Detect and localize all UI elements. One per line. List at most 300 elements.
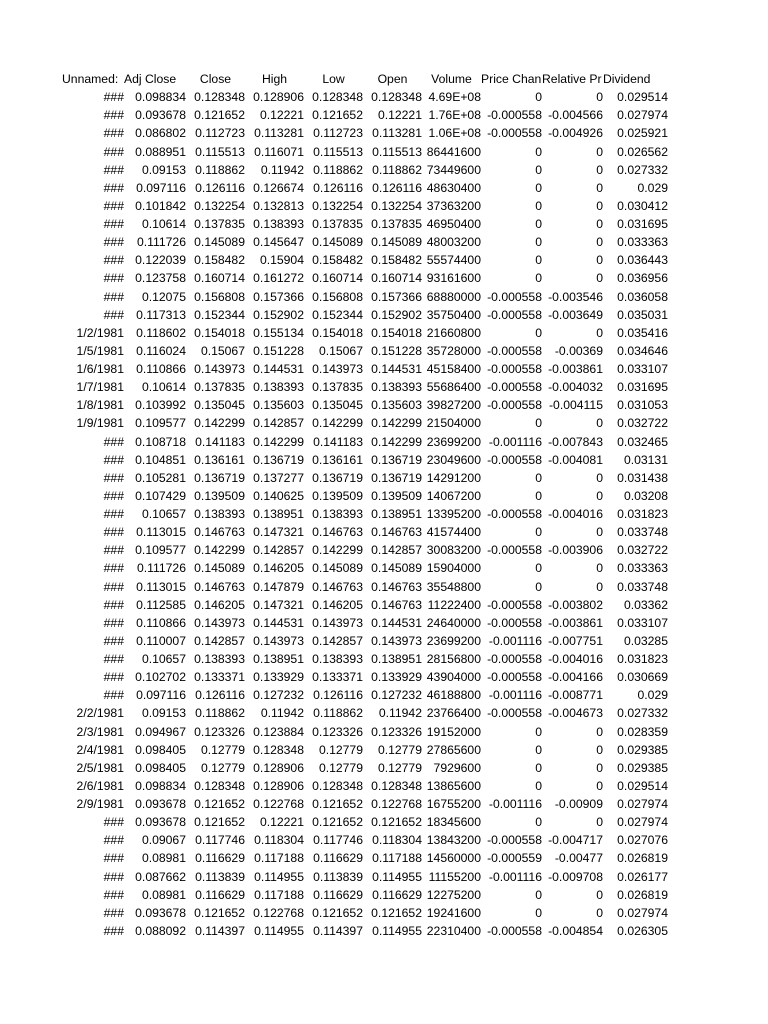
table-cell[interactable]: 0.12221 <box>259 108 304 123</box>
table-cell[interactable]: 0.127232 <box>371 688 422 703</box>
table-cell[interactable]: -0.000558 <box>487 289 542 304</box>
table-cell[interactable]: 0.11942 <box>260 162 304 177</box>
table-cell[interactable]: 0.142857 <box>194 633 245 648</box>
table-cell[interactable]: 0 <box>535 162 542 177</box>
table-cell[interactable]: 0.128348 <box>312 778 363 793</box>
table-cell[interactable]: -0.007843 <box>548 434 603 449</box>
table-cell[interactable]: 0.126116 <box>372 180 422 195</box>
table-cell[interactable]: 0.156808 <box>194 289 245 304</box>
table-cell[interactable]: 0.128348 <box>312 90 363 105</box>
table-cell[interactable]: 0.12779 <box>318 760 363 775</box>
date-cell[interactable]: ### <box>103 488 124 503</box>
table-cell[interactable]: 0.122768 <box>253 797 304 811</box>
table-cell[interactable]: 0.128348 <box>371 778 422 793</box>
table-cell[interactable]: 0.118304 <box>372 833 422 848</box>
table-cell[interactable]: 0.146763 <box>371 597 422 612</box>
table-cell[interactable]: 0.086802 <box>135 126 186 141</box>
table-cell[interactable]: 0.031053 <box>617 398 668 413</box>
table-cell[interactable]: 0.036058 <box>617 289 668 304</box>
table-cell[interactable]: 0.126116 <box>313 180 363 195</box>
table-cell[interactable]: 0.121652 <box>194 905 245 920</box>
table-cell[interactable]: 0.143973 <box>371 633 422 648</box>
table-cell[interactable]: 0 <box>596 235 603 250</box>
table-cell[interactable]: 0.036443 <box>617 253 668 268</box>
table-cell[interactable]: 0.102702 <box>135 670 186 685</box>
table-cell[interactable]: 0.114955 <box>254 923 304 938</box>
table-cell[interactable]: 0.12779 <box>200 760 245 775</box>
table-cell[interactable]: 0.114955 <box>372 923 422 938</box>
table-cell[interactable]: 0.137835 <box>194 380 245 395</box>
table-cell[interactable]: 0.137835 <box>312 217 363 231</box>
table-cell[interactable]: -0.003861 <box>548 362 603 376</box>
table-cell[interactable]: 0.154018 <box>312 325 363 340</box>
table-cell[interactable]: 0 <box>596 778 603 793</box>
table-cell[interactable]: 0.152344 <box>194 307 245 322</box>
date-cell[interactable]: 2/2/1981 <box>76 706 124 721</box>
table-cell[interactable]: 0.12779 <box>377 742 422 757</box>
table-cell[interactable]: 0 <box>596 760 603 775</box>
table-cell[interactable]: 0.121652 <box>312 797 363 811</box>
table-cell[interactable]: 0.122039 <box>135 253 186 268</box>
table-cell[interactable]: 0.116629 <box>313 851 363 866</box>
date-cell[interactable]: ### <box>103 905 124 920</box>
table-cell[interactable]: -0.000558 <box>487 108 542 123</box>
table-cell[interactable]: 0 <box>535 525 542 540</box>
table-cell[interactable]: 1.76E+08 <box>428 108 481 123</box>
date-cell[interactable]: 1/5/1981 <box>76 343 124 358</box>
table-cell[interactable]: 93161600 <box>426 271 481 286</box>
table-cell[interactable]: 0.09153 <box>141 706 186 721</box>
table-cell[interactable]: 21660800 <box>426 325 481 340</box>
table-cell[interactable]: 0.126116 <box>195 180 245 195</box>
table-cell[interactable]: 23699200 <box>426 434 481 449</box>
table-cell[interactable]: 0.128906 <box>253 90 304 105</box>
table-cell[interactable]: -0.000558 <box>487 615 542 630</box>
table-cell[interactable]: -0.000558 <box>487 543 542 558</box>
table-cell[interactable]: 55686400 <box>426 380 481 395</box>
table-cell[interactable]: 0.12779 <box>200 742 245 757</box>
table-cell[interactable]: 0.117188 <box>372 851 422 866</box>
table-cell[interactable]: 0.142299 <box>312 543 363 558</box>
table-cell[interactable]: 0.114397 <box>313 923 363 938</box>
table-cell[interactable]: 0 <box>535 887 542 902</box>
table-cell[interactable]: 0.033748 <box>617 525 668 540</box>
table-cell[interactable]: -0.008771 <box>548 688 603 703</box>
table-cell[interactable]: 0.142299 <box>253 434 304 449</box>
date-cell[interactable]: ### <box>103 452 124 467</box>
date-cell[interactable]: ### <box>103 815 124 830</box>
table-cell[interactable]: 35548800 <box>426 579 481 594</box>
date-cell[interactable]: ### <box>103 217 124 231</box>
date-cell[interactable]: ### <box>103 561 124 576</box>
table-cell[interactable]: 0.033748 <box>617 579 668 594</box>
table-cell[interactable]: 46950400 <box>426 217 481 231</box>
table-cell[interactable]: 0.029 <box>637 180 668 195</box>
table-cell[interactable]: 0 <box>535 742 542 757</box>
table-cell[interactable]: 0.141183 <box>195 434 245 449</box>
table-cell[interactable]: 0.08981 <box>141 887 186 902</box>
table-cell[interactable]: 73449600 <box>426 162 481 177</box>
table-cell[interactable]: 0 <box>596 579 603 594</box>
table-cell[interactable]: 0.110866 <box>136 615 186 630</box>
date-cell[interactable]: 1/8/1981 <box>76 398 124 413</box>
table-cell[interactable]: 0.160714 <box>194 271 245 286</box>
table-cell[interactable]: 0 <box>596 561 603 576</box>
table-cell[interactable]: 22310400 <box>426 923 481 938</box>
table-cell[interactable]: 0.152344 <box>312 307 363 322</box>
date-cell[interactable]: ### <box>103 470 124 485</box>
table-cell[interactable]: 0.036956 <box>617 271 668 286</box>
table-cell[interactable]: 0.121652 <box>371 815 422 830</box>
table-cell[interactable]: 0.141183 <box>313 434 363 449</box>
table-cell[interactable]: 0.103992 <box>135 398 186 413</box>
table-cell[interactable]: 19241600 <box>426 905 481 920</box>
table-cell[interactable]: 0.139509 <box>194 488 245 503</box>
table-cell[interactable]: -0.001116 <box>488 688 542 703</box>
table-cell[interactable]: -0.003802 <box>548 597 603 612</box>
table-cell[interactable]: 0.03285 <box>623 633 668 648</box>
table-cell[interactable]: 0.10657 <box>141 507 186 521</box>
table-cell[interactable]: 0 <box>535 488 542 503</box>
table-cell[interactable]: 0.109577 <box>135 416 186 431</box>
table-cell[interactable]: 0.139509 <box>312 488 363 503</box>
table-cell[interactable]: -0.004926 <box>548 126 603 141</box>
date-cell[interactable]: 2/6/1981 <box>76 778 124 793</box>
date-cell[interactable]: ### <box>103 108 124 123</box>
table-cell[interactable]: 0.136719 <box>371 470 422 485</box>
date-cell[interactable]: ### <box>103 652 124 666</box>
date-cell[interactable]: ### <box>103 162 124 177</box>
table-cell[interactable]: 0 <box>596 525 603 540</box>
table-cell[interactable]: 0 <box>596 488 603 503</box>
date-cell[interactable]: ### <box>103 543 124 558</box>
table-cell[interactable]: 0 <box>535 253 542 268</box>
table-cell[interactable]: 0.132254 <box>194 198 245 213</box>
date-cell[interactable]: ### <box>103 198 124 213</box>
date-cell[interactable]: ### <box>103 289 124 304</box>
date-cell[interactable]: ### <box>103 688 124 703</box>
date-cell[interactable]: ### <box>103 579 124 594</box>
table-cell[interactable]: -0.000558 <box>487 507 542 521</box>
column-header[interactable]: High <box>261 72 288 86</box>
table-cell[interactable]: 0.10614 <box>141 217 186 231</box>
table-cell[interactable]: 0.112723 <box>195 126 245 141</box>
date-cell[interactable]: ### <box>103 507 124 521</box>
table-cell[interactable]: -0.000558 <box>487 398 542 413</box>
table-cell[interactable]: 0.154018 <box>194 325 245 340</box>
table-cell[interactable]: 0.136719 <box>253 452 304 467</box>
table-cell[interactable]: 0.029 <box>637 688 668 703</box>
table-cell[interactable]: -0.000558 <box>487 833 542 848</box>
table-cell[interactable]: 0.12221 <box>377 108 422 123</box>
table-cell[interactable]: 0.128906 <box>253 778 304 793</box>
column-header[interactable]: Unnamed: <box>62 72 119 86</box>
date-cell[interactable]: ### <box>103 180 124 195</box>
table-cell[interactable]: 14560000 <box>426 851 481 866</box>
table-cell[interactable]: 0.027076 <box>617 833 668 848</box>
table-cell[interactable]: 0.145089 <box>371 561 422 576</box>
table-cell[interactable]: 0.147321 <box>253 525 304 540</box>
table-cell[interactable]: 0.152902 <box>371 307 422 322</box>
table-cell[interactable]: 23049600 <box>426 452 481 467</box>
date-cell[interactable]: ### <box>103 851 124 866</box>
table-cell[interactable]: 1.06E+08 <box>428 126 481 141</box>
table-cell[interactable]: 0.098405 <box>135 742 186 757</box>
date-cell[interactable]: ### <box>103 633 124 648</box>
table-cell[interactable]: 0.034646 <box>617 343 668 358</box>
table-cell[interactable]: 0.029385 <box>617 760 668 775</box>
table-cell[interactable]: 0.142857 <box>312 633 363 648</box>
table-cell[interactable]: 0.12221 <box>259 815 304 830</box>
table-cell[interactable]: 0.098405 <box>135 760 186 775</box>
table-cell[interactable]: 0.026562 <box>617 144 668 159</box>
table-cell[interactable]: 0.028359 <box>617 724 668 739</box>
table-cell[interactable]: 0 <box>535 144 542 159</box>
table-cell[interactable]: 0 <box>535 470 542 485</box>
table-cell[interactable]: 0.126116 <box>313 688 363 703</box>
table-cell[interactable]: 0.145089 <box>371 235 422 250</box>
date-cell[interactable]: 1/6/1981 <box>76 362 124 376</box>
table-cell[interactable]: 0.142299 <box>371 416 422 431</box>
table-cell[interactable]: 0.118862 <box>313 162 363 177</box>
table-cell[interactable]: 13865600 <box>426 778 481 793</box>
table-cell[interactable]: 0.138393 <box>253 217 304 231</box>
table-cell[interactable]: 0.025921 <box>617 126 668 141</box>
table-cell[interactable]: 0.118602 <box>136 325 186 340</box>
date-cell[interactable]: ### <box>103 615 124 630</box>
table-cell[interactable]: 0.121652 <box>312 905 363 920</box>
table-cell[interactable]: 0.088092 <box>135 923 186 938</box>
table-cell[interactable]: 86441600 <box>426 144 481 159</box>
table-cell[interactable]: 0.03362 <box>623 597 668 612</box>
table-cell[interactable]: 0.121652 <box>312 108 363 123</box>
table-cell[interactable]: 0.031695 <box>617 217 668 231</box>
table-cell[interactable]: 0.145647 <box>253 235 304 250</box>
table-cell[interactable]: 0.138393 <box>312 652 363 666</box>
table-cell[interactable]: 48630400 <box>426 180 481 195</box>
table-cell[interactable]: -0.000558 <box>487 923 542 938</box>
table-cell[interactable]: 0.115513 <box>195 144 245 159</box>
table-cell[interactable]: 0.113015 <box>136 525 186 540</box>
table-cell[interactable]: 0.097116 <box>136 688 186 703</box>
column-header[interactable]: Close <box>199 72 232 86</box>
table-cell[interactable]: -0.004032 <box>548 380 603 395</box>
table-cell[interactable]: 0 <box>596 905 603 920</box>
table-cell[interactable]: 0.146763 <box>371 525 422 540</box>
date-cell[interactable]: ### <box>103 253 124 268</box>
table-cell[interactable]: 55574400 <box>426 253 481 268</box>
table-cell[interactable]: 0 <box>596 253 603 268</box>
table-cell[interactable]: 0.113839 <box>195 869 245 884</box>
table-cell[interactable]: 0.030669 <box>617 670 668 685</box>
table-cell[interactable]: 0.111726 <box>136 561 186 576</box>
table-cell[interactable]: 0 <box>596 162 603 177</box>
table-cell[interactable]: 0.136719 <box>371 452 422 467</box>
table-cell[interactable]: 14067200 <box>426 488 481 503</box>
table-cell[interactable]: 0.035031 <box>617 307 668 322</box>
table-cell[interactable]: 0 <box>535 90 542 105</box>
table-cell[interactable]: 0.116629 <box>195 851 245 866</box>
date-cell[interactable]: ### <box>103 869 124 884</box>
table-cell[interactable]: 13395200 <box>426 507 481 521</box>
table-cell[interactable]: 0.027332 <box>617 162 668 177</box>
table-cell[interactable]: 0.133929 <box>253 670 304 685</box>
table-cell[interactable]: 0.12075 <box>141 289 186 304</box>
table-cell[interactable]: -0.00369 <box>554 343 603 358</box>
table-cell[interactable]: 23699200 <box>426 633 481 648</box>
table-cell[interactable]: 0.121652 <box>312 815 363 830</box>
table-cell[interactable]: 0.027974 <box>617 815 668 830</box>
table-cell[interactable]: 0.118862 <box>195 706 245 721</box>
table-cell[interactable]: 0.128348 <box>371 90 422 105</box>
table-cell[interactable]: -0.001116 <box>488 633 542 648</box>
table-cell[interactable]: 0.15067 <box>318 343 363 358</box>
table-cell[interactable]: 0.114955 <box>372 869 422 884</box>
table-cell[interactable]: 0.132813 <box>253 198 304 213</box>
table-cell[interactable]: 0 <box>535 778 542 793</box>
table-cell[interactable]: -0.000558 <box>487 307 542 322</box>
table-cell[interactable]: 0.12779 <box>318 742 363 757</box>
table-cell[interactable]: 0.155134 <box>253 325 304 340</box>
table-cell[interactable]: 0.142299 <box>312 416 363 431</box>
table-cell[interactable]: 0.136719 <box>194 470 245 485</box>
table-cell[interactable]: -0.004081 <box>548 452 603 467</box>
table-cell[interactable]: 0 <box>596 271 603 286</box>
table-cell[interactable]: 4.69E+08 <box>428 90 481 105</box>
table-cell[interactable]: 0.133371 <box>312 670 363 685</box>
table-cell[interactable]: 0.123326 <box>194 724 245 739</box>
table-cell[interactable]: 21504000 <box>426 416 481 431</box>
table-cell[interactable]: 0 <box>535 198 542 213</box>
table-cell[interactable]: 0.110007 <box>136 633 186 648</box>
table-cell[interactable]: 0.11942 <box>378 706 422 721</box>
date-cell[interactable]: ### <box>103 525 124 540</box>
table-cell[interactable]: 0.107429 <box>135 488 186 503</box>
table-cell[interactable]: 0.087662 <box>135 869 186 884</box>
table-cell[interactable]: 0.123758 <box>135 271 186 286</box>
table-cell[interactable]: 0.137277 <box>253 470 304 485</box>
table-cell[interactable]: -0.004115 <box>549 398 603 413</box>
table-cell[interactable]: 0.158482 <box>312 253 363 268</box>
table-cell[interactable]: 0.140625 <box>253 488 304 503</box>
table-cell[interactable]: 0.026305 <box>617 923 668 938</box>
table-cell[interactable]: 0.136161 <box>194 452 245 467</box>
table-cell[interactable]: 0 <box>596 325 603 340</box>
table-cell[interactable]: 0.118862 <box>372 162 422 177</box>
table-cell[interactable]: -0.000558 <box>487 597 542 612</box>
table-cell[interactable]: 0.138393 <box>253 380 304 395</box>
table-cell[interactable]: 0.031823 <box>617 507 668 521</box>
table-cell[interactable]: 0.142299 <box>371 434 422 449</box>
table-cell[interactable]: 0 <box>535 579 542 594</box>
table-cell[interactable]: 0.116071 <box>254 144 304 159</box>
date-cell[interactable]: 2/9/1981 <box>76 797 124 811</box>
column-header[interactable]: Open <box>377 72 408 86</box>
date-cell[interactable]: ### <box>103 434 124 449</box>
date-cell[interactable]: 2/4/1981 <box>76 742 124 757</box>
table-cell[interactable]: 0.138951 <box>371 507 422 521</box>
table-cell[interactable]: 0.139509 <box>371 488 422 503</box>
table-cell[interactable]: 0.093678 <box>135 815 186 830</box>
table-cell[interactable]: 0.154018 <box>371 325 422 340</box>
table-cell[interactable]: 0.156808 <box>312 289 363 304</box>
table-cell[interactable]: 0.026819 <box>617 851 668 866</box>
table-cell[interactable]: 0.142299 <box>194 543 245 558</box>
table-cell[interactable]: 0.112585 <box>136 597 186 612</box>
table-cell[interactable]: 0.142857 <box>371 543 422 558</box>
table-cell[interactable]: -0.00477 <box>554 851 603 866</box>
table-cell[interactable]: 0.138393 <box>194 507 245 521</box>
table-cell[interactable]: 0.027332 <box>617 706 668 721</box>
table-cell[interactable]: 0.158482 <box>371 253 422 268</box>
table-cell[interactable]: 0.152902 <box>253 307 304 322</box>
table-cell[interactable]: 0.136161 <box>312 452 363 467</box>
table-cell[interactable]: 0.10614 <box>141 380 186 395</box>
table-cell[interactable]: 0.088951 <box>135 144 186 159</box>
table-cell[interactable]: 0.031695 <box>617 380 668 395</box>
table-cell[interactable]: 0.11942 <box>260 706 304 721</box>
table-cell[interactable]: 0.116629 <box>313 887 363 902</box>
date-cell[interactable]: ### <box>103 923 124 938</box>
table-cell[interactable]: 0.146763 <box>194 579 245 594</box>
table-cell[interactable]: 0.128348 <box>194 90 245 105</box>
table-cell[interactable]: 0 <box>596 815 603 830</box>
table-cell[interactable]: -0.003649 <box>548 307 603 322</box>
table-cell[interactable]: 0.138393 <box>194 652 245 666</box>
table-cell[interactable]: 0.115513 <box>372 144 422 159</box>
table-cell[interactable]: 0.033107 <box>617 615 668 630</box>
table-cell[interactable]: 0.138393 <box>371 380 422 395</box>
table-cell[interactable]: 0.031823 <box>617 652 668 666</box>
table-cell[interactable]: 0 <box>596 416 603 431</box>
table-cell[interactable]: 0 <box>596 198 603 213</box>
table-cell[interactable]: 0.026177 <box>617 869 668 884</box>
table-cell[interactable]: 13843200 <box>426 833 481 848</box>
table-cell[interactable]: 0 <box>535 217 542 231</box>
table-cell[interactable]: 0.098834 <box>135 778 186 793</box>
table-cell[interactable]: 0.032722 <box>617 543 668 558</box>
table-cell[interactable]: 14291200 <box>426 470 481 485</box>
table-cell[interactable]: 0.121652 <box>194 797 245 811</box>
table-cell[interactable]: 0.138393 <box>312 507 363 521</box>
table-cell[interactable]: 0.033363 <box>617 235 668 250</box>
table-cell[interactable]: -0.001116 <box>488 869 542 884</box>
table-cell[interactable]: 0.03208 <box>623 488 668 503</box>
table-cell[interactable]: 0 <box>535 724 542 739</box>
table-cell[interactable]: 0.137835 <box>194 217 245 231</box>
table-cell[interactable]: 0.160714 <box>312 271 363 286</box>
table-cell[interactable]: 18345600 <box>426 815 481 830</box>
table-cell[interactable]: 46188800 <box>426 688 481 703</box>
table-cell[interactable]: 0.144531 <box>371 362 422 376</box>
column-header[interactable]: Adj Close <box>124 72 177 86</box>
table-cell[interactable]: 19152000 <box>426 724 481 739</box>
table-cell[interactable]: 0 <box>596 217 603 231</box>
table-cell[interactable]: -0.004673 <box>548 706 603 721</box>
table-cell[interactable]: 27865600 <box>426 742 481 757</box>
table-cell[interactable]: 0.08981 <box>141 851 186 866</box>
table-cell[interactable]: 0.142299 <box>194 416 245 431</box>
table-cell[interactable]: -0.000558 <box>487 670 542 685</box>
table-cell[interactable]: 0 <box>596 887 603 902</box>
table-cell[interactable]: 0.146763 <box>371 579 422 594</box>
table-cell[interactable]: 0.136719 <box>312 470 363 485</box>
date-cell[interactable]: ### <box>103 271 124 286</box>
table-cell[interactable]: 0.157366 <box>371 289 422 304</box>
table-cell[interactable]: 0.118304 <box>254 833 304 848</box>
table-cell[interactable]: -0.000558 <box>487 380 542 395</box>
table-cell[interactable]: 7929600 <box>433 760 481 775</box>
